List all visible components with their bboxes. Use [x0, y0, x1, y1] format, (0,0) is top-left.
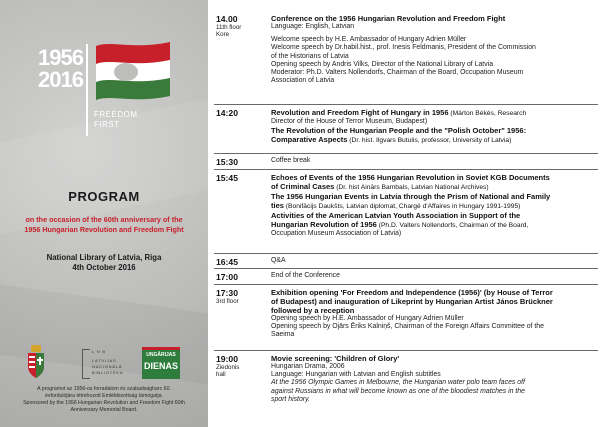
footnote-line: évfordulójára létrehozott Emlékbizottság támogatja. — [45, 393, 163, 399]
divider — [214, 268, 598, 269]
session-location — [216, 364, 266, 378]
line-text: Revolution and Freedom Fight of Hungary in 1956 — [271, 108, 449, 117]
line-text: Moderator: Ph.D. Valters Nollendorfs, Chairman of the Board, Occupation Museum — [271, 69, 524, 77]
session-heading — [271, 220, 597, 230]
line-text: Welcome speech by H.E. Ambassador of Hungary Adrien Müller — [271, 36, 467, 44]
line-text: Opening speech by H.E. Ambassador of Hungary Adrien Müller — [271, 315, 464, 322]
session-heading — [271, 182, 597, 192]
session-heading — [271, 173, 597, 182]
session-details — [271, 157, 597, 165]
session-heading — [271, 211, 597, 220]
logo-stripe — [142, 347, 180, 350]
line-text: Welcome speech by Dr.habil.hist., prof. Inesis Feldmanis, President of the Commission — [271, 44, 536, 52]
subtitle-line: on the occasion of the 60th anniversary of the — [25, 215, 183, 224]
session-heading — [271, 192, 597, 201]
divider — [214, 253, 598, 254]
line-text: Saeima — [271, 331, 295, 339]
session-line — [271, 315, 597, 323]
footnote-line: A programot az 1956-os forradalom és szabadságharc 60. — [37, 386, 171, 392]
session-time: 14.00 — [216, 14, 238, 24]
line-text: Language: English, Latvian — [271, 23, 355, 30]
line-text: At the 1956 Olympic Games in Melbourne, the Hungarian water polo team faces off — [271, 379, 525, 387]
national-library-logo — [82, 349, 124, 379]
session-description — [271, 396, 597, 404]
year-1956: 1956 — [38, 45, 83, 70]
session-heading — [271, 108, 597, 118]
session-line — [271, 36, 597, 44]
session-details — [271, 288, 597, 340]
line-text: of Budapest) and inauguration of Likeprint by Hungarian Artist János Brückner — [271, 297, 553, 306]
session-line — [271, 77, 597, 85]
cover-panel — [0, 0, 208, 427]
sponsor-logos — [0, 345, 208, 385]
session-line — [271, 157, 597, 165]
line-text: The 1956 Hungarian Events in Latvia through the Prism of National and Family — [271, 192, 551, 201]
days-logo-text: UNGĀRIJAS — [146, 352, 176, 358]
footnote-line: Sponsored by the 1956 Hungarian Revolution and Freedom Fight 60th — [23, 400, 185, 406]
line-text: Occupation Museum Association of Latvia) — [271, 230, 402, 237]
session-description — [271, 388, 597, 396]
session-line — [271, 53, 597, 61]
session-time: 19:00 — [216, 354, 238, 364]
line-text: sport history. — [271, 395, 310, 403]
divider — [214, 169, 598, 170]
session-details — [271, 173, 597, 238]
line-text: Association of Latvia — [271, 77, 335, 85]
line-text: followed by a reception — [271, 306, 355, 315]
session-line — [271, 23, 597, 31]
session-time: 17:00 — [216, 272, 238, 282]
line-text: Exhibition opening 'For Freedom and Independence (1956)' (by House of Terror — [271, 288, 553, 297]
speaker-credit: (Márton Békés, Research — [448, 110, 527, 117]
session-heading — [271, 297, 597, 306]
line-text: Coffee break — [271, 157, 311, 164]
session-details — [271, 14, 597, 85]
footnote-line: Anniversary Memorial Board. — [70, 407, 138, 413]
session-heading — [271, 126, 597, 135]
session-heading — [271, 14, 597, 23]
venue-line: National Library of Latvia, Riga — [46, 253, 162, 262]
divider — [214, 104, 598, 105]
speaker-credit: (Bonifācijs Daukšts, Latvian diplomat, Chargé d'Affaires in Hungary 1991-1995) — [283, 203, 521, 210]
session-heading — [271, 135, 597, 145]
session-line — [271, 230, 597, 238]
session-time: 14:20 — [216, 108, 238, 118]
location-line: 11th floor — [216, 24, 242, 31]
library-logo-text: BIBLIOTĒKA — [92, 370, 124, 375]
year-2016: 2016 — [38, 67, 83, 92]
program-subtitle — [6, 215, 202, 235]
hungarian-days-logo — [142, 347, 180, 379]
speaker-credit: (Dr. hist. Ilgvars Butulis, professor, University of Latvia) — [347, 137, 512, 145]
line-text: Language: Hungarian with Latvian and English subtitles — [271, 371, 441, 379]
line-text: Opening speech by Andris Vilks, Director of the National Library of Latvia — [271, 60, 494, 68]
line-text: Director of the House of Terror Museum, Budapest) — [271, 118, 428, 125]
freedom-first-label — [94, 110, 138, 130]
session-line — [271, 118, 597, 126]
session-line — [271, 61, 597, 69]
date-line: 4th October 2016 — [72, 263, 136, 272]
line-text: of the Historians of Latvia — [271, 52, 349, 60]
line-text: Hungarian Drama, 2006 — [271, 363, 345, 370]
session-heading — [271, 201, 597, 211]
session-line — [271, 371, 597, 379]
line-text: Opening speech by Ojārs Ēriks Kalniņš, Chairman of the Foreign Affairs Committee of the — [271, 323, 544, 331]
session-heading — [271, 354, 597, 363]
library-logo-text: L N B — [92, 349, 106, 354]
session-heading — [271, 306, 597, 315]
session-details — [271, 354, 597, 404]
sponsor-footnote — [4, 386, 204, 414]
line-text: Movie screening: 'Children of Glory' — [271, 354, 400, 363]
location-line: 3rd floor — [216, 298, 239, 305]
line-text: Q&A — [271, 257, 286, 264]
session-details — [271, 272, 597, 280]
line-text: End of the Conference — [271, 272, 340, 279]
session-line — [271, 363, 597, 371]
first-word: FIRST — [94, 120, 120, 129]
session-line — [271, 331, 597, 339]
location-line: Ziedonis — [216, 364, 240, 371]
venue-date — [6, 253, 202, 273]
divider — [214, 284, 598, 285]
session-line — [271, 272, 597, 280]
library-logo-text: LATVIJAS — [92, 358, 117, 363]
line-text: ties — [271, 201, 284, 210]
line-text: of Criminal Cases — [271, 182, 335, 191]
session-details — [271, 257, 597, 265]
session-description — [271, 379, 597, 387]
session-heading — [271, 288, 597, 297]
hungarian-flag-with-hole-icon — [92, 40, 174, 100]
hungarian-coat-of-arms-icon — [26, 345, 46, 379]
library-logo-mark — [82, 349, 90, 379]
speaker-credit: (Dr. hist Ainārs Bambals, Latvian National Archives) — [334, 184, 489, 191]
divider — [214, 350, 598, 351]
program-title: PROGRAM — [68, 189, 140, 204]
session-location — [216, 298, 266, 305]
line-text: Comparative Aspects — [271, 135, 348, 145]
days-logo-text: DIENAS — [143, 361, 178, 371]
freedom-word: FREEDOM — [94, 110, 138, 119]
divider — [214, 153, 598, 154]
speaker-credit: (Ph.D. Valters Nollendorfs, Chairman of the Board, — [376, 222, 529, 229]
line-text: Conference on the 1956 Hungarian Revolution and Freedom Fight — [271, 14, 506, 23]
session-time: 15:30 — [216, 157, 238, 167]
subtitle-line: 1956 Hungarian Revolution and Freedom Fight — [24, 225, 184, 234]
session-location — [216, 24, 266, 38]
library-logo-text: NACIONĀLĀ — [92, 364, 123, 369]
location-line: Kore — [216, 31, 230, 38]
line-text: against Russians in what will become known as one of the bloodiest matches in the — [271, 387, 525, 395]
anniversary-logo-years — [38, 47, 88, 91]
location-line: hall — [216, 371, 226, 378]
schedule — [208, 0, 600, 427]
line-text: Echoes of Events of the 1956 Hungarian Revolution in Soviet KGB Documents — [271, 173, 550, 182]
session-details — [271, 108, 597, 145]
session-time: 17:30 — [216, 288, 238, 298]
logo-divider — [86, 44, 88, 136]
line-text: The Revolution of the Hungarian People and the "Polish October" 1956: — [271, 126, 527, 136]
line-text: Activities of the American Latvian Youth Association in Support of the — [271, 211, 521, 220]
session-time: 16:45 — [216, 257, 238, 267]
session-line — [271, 44, 597, 52]
session-line — [271, 257, 597, 265]
line-text: Hungarian Revolution of 1956 — [271, 220, 377, 229]
session-line — [271, 323, 597, 331]
session-time: 15:45 — [216, 173, 238, 183]
session-line — [271, 69, 597, 77]
